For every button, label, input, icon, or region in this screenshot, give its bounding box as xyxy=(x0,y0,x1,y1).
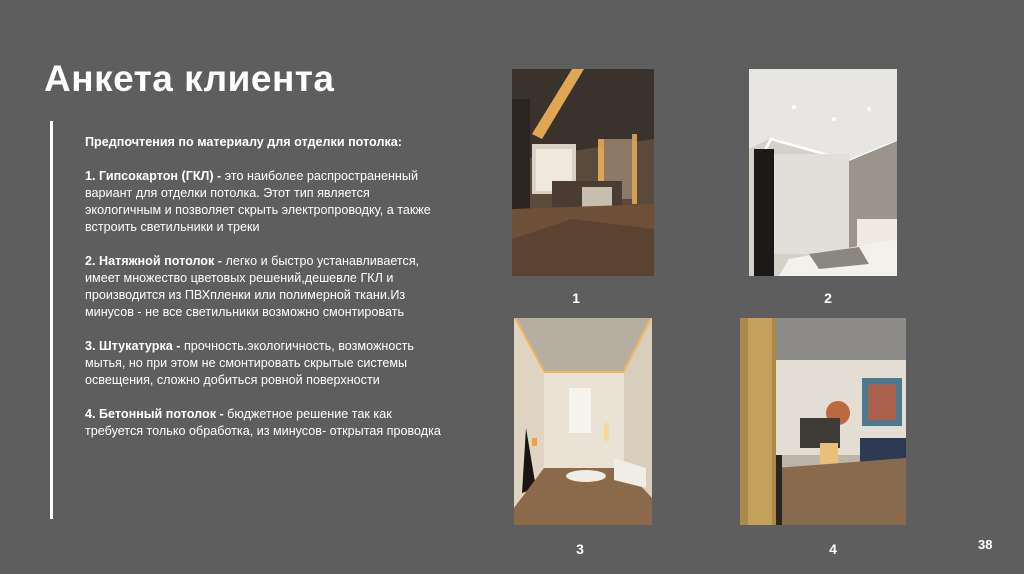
page-number: 38 xyxy=(978,537,993,552)
interior-photo-stretch-ceiling-icon xyxy=(749,69,897,276)
item-text: прочность.экологичность, возможность мытья, но при этом не смонтировать скрытые системы освещения, сложно добиться ровной поверхности xyxy=(85,339,414,387)
item-text: это наиболее распространенный вариант для отделки потолка. Этот тип является экологичным и позволяет скрыть электропроводку, а также встроить светильники и треки xyxy=(85,169,431,234)
list-item xyxy=(85,338,445,389)
vertical-divider xyxy=(50,121,53,519)
interior-photo-plaster-ceiling-icon xyxy=(514,318,652,525)
text-block xyxy=(85,134,445,457)
item-text: легко и быстро устанавливается, имеет множество цветовых решений,дешевле ГКЛ и производится из ПВХпленки или полимерной ткани.Из минусов - не все светильники возможно смонтировать xyxy=(85,254,420,319)
photo-label: 3 xyxy=(576,541,584,557)
list-item xyxy=(85,253,445,321)
item-heading: 2. Натяжной потолок - xyxy=(85,254,222,268)
photo-label: 4 xyxy=(829,541,837,557)
interior-photo-drywall-ceiling-icon xyxy=(512,69,654,276)
list-item xyxy=(85,406,445,440)
item-text: бюджетное решение так как требуется только обработка, из минусов- открытая проводка xyxy=(85,407,441,438)
item-heading: 4. Бетонный потолок - xyxy=(85,407,224,421)
item-heading: 1. Гипсокартон (ГКЛ) - xyxy=(85,169,222,183)
item-heading: 3. Штукатурка - xyxy=(85,339,181,353)
photo-label: 2 xyxy=(824,290,832,306)
slide-title: Анкета клиента xyxy=(44,58,335,99)
list-item xyxy=(85,168,445,236)
interior-photo-concrete-ceiling-icon xyxy=(740,318,906,525)
intro-text: Предпочтения по материалу для отделки потолка: xyxy=(85,135,402,149)
photo-label: 1 xyxy=(572,290,580,306)
